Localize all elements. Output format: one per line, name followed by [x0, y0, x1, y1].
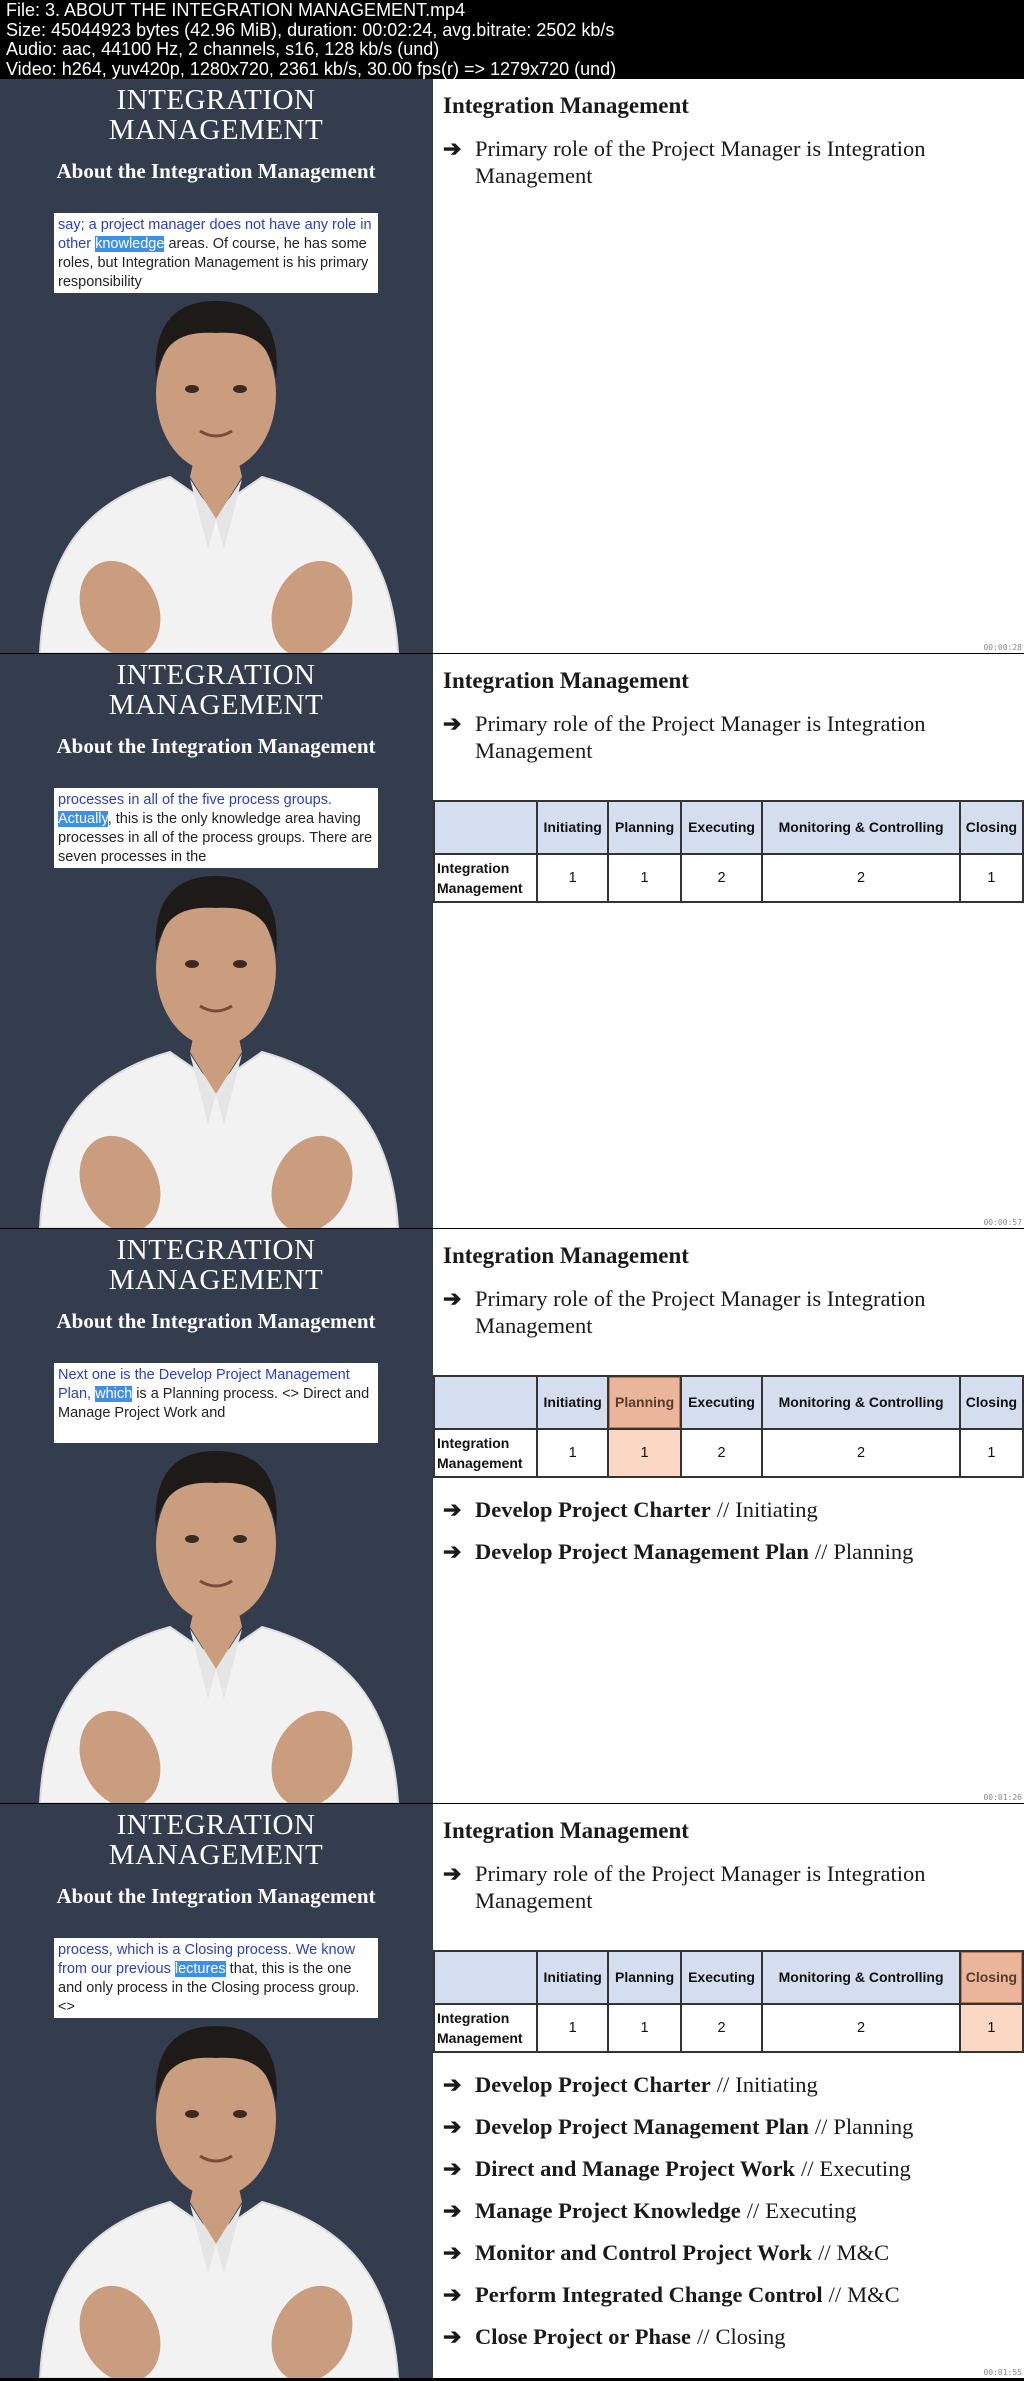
- table-header-cell: [608, 801, 680, 854]
- caption-text-spoken: process, which is a Closing process. We know from our previous: [58, 1942, 356, 1977]
- video-info-header: [0, 0, 1024, 79]
- caption-text-upcoming: that, this is the one and only process in the Closing process group. <>: [58, 1961, 360, 2015]
- caption-text-spoken: say; a project manager does not have any role in other: [58, 217, 372, 252]
- caption-highlight-word: which: [95, 1386, 133, 1402]
- video-frame-3: [0, 1229, 1024, 1803]
- table-header-cell: [960, 801, 1023, 854]
- bullet-text-line: Primary role of the Project Manager is Integration: [475, 136, 926, 161]
- process-group-sep: //: [746, 2198, 760, 2223]
- caption-text-spoken: processes in all of the five process groups.: [58, 792, 333, 808]
- process-item: [443, 2064, 1023, 2106]
- process-group-table: [433, 800, 1024, 903]
- slide-bullet: [443, 135, 1003, 189]
- process-name: Monitor and Control Project Work: [475, 2240, 813, 2265]
- lecture-panel: [0, 79, 432, 653]
- process-group: Executing: [765, 2198, 857, 2223]
- table-cell: 1: [537, 1429, 608, 1477]
- caption-text-upcoming: is a Planning process. <> Direct and Manage Project Work and: [58, 1386, 370, 1421]
- arrow-icon: ➔: [443, 2282, 462, 2307]
- table-header-cell: [681, 1376, 763, 1429]
- process-list: [443, 2064, 1023, 2358]
- table-header-label: Initiating: [543, 1969, 602, 1985]
- bullet-text: [475, 1285, 925, 1339]
- presenter-figure: [40, 301, 398, 653]
- table-row-label: Integration Management: [434, 1429, 537, 1477]
- table-header-cell: [762, 1951, 960, 2004]
- caption-text-upcoming: , this is the only knowledge area having processes in all of the process groups. There are seven processes in the: [58, 811, 373, 865]
- arrow-icon: ➔: [443, 1539, 462, 1564]
- process-name: Manage Project Knowledge: [475, 2198, 741, 2223]
- table-cell: 1: [537, 2004, 608, 2052]
- frame-timestamp: 00:01:26: [983, 1793, 1022, 1802]
- table-corner: [434, 1376, 537, 1429]
- process-group: Executing: [819, 2156, 911, 2181]
- table-cell: 2: [762, 1429, 960, 1477]
- lecture-panel: [0, 1229, 432, 1803]
- slide-title: Integration Management: [443, 668, 689, 693]
- arrow-icon: ➔: [443, 1861, 462, 1886]
- slide-bullet: [443, 1285, 1003, 1339]
- arrow-icon: ➔: [443, 711, 462, 736]
- table-header-cell: [762, 1376, 960, 1429]
- table-header-cell: [762, 801, 960, 854]
- caption-highlight-word: Actually: [58, 811, 108, 827]
- bullet-text: [475, 135, 925, 189]
- slide-panel: [433, 1804, 1024, 2378]
- arrow-icon: ➔: [443, 136, 462, 161]
- process-group-table: [433, 1950, 1024, 2053]
- process-item: [443, 1531, 1023, 1573]
- video-frame-4: [0, 1804, 1024, 2378]
- video-frame-2: [0, 654, 1024, 1228]
- slide-panel: [433, 79, 1024, 653]
- bullet-text-line: Primary role of the Project Manager is Integration: [475, 1286, 926, 1311]
- table-row: [434, 1429, 1023, 1477]
- process-item: [443, 2232, 1023, 2274]
- info-file: File: 3. ABOUT THE INTEGRATION MANAGEMENT.mp4: [6, 0, 466, 20]
- process-group-sep: //: [814, 2114, 828, 2139]
- slide-panel: [433, 654, 1024, 1228]
- process-name: Close Project or Phase: [475, 2324, 691, 2349]
- course-subtitle: About the Integration Management: [56, 1884, 376, 1908]
- process-item: [443, 2316, 1023, 2358]
- course-title-line: MANAGEMENT: [108, 1264, 324, 1296]
- bullet-text-line: Management: [475, 1888, 593, 1913]
- process-group-table: [433, 1375, 1024, 1478]
- caption-highlight-word: lectures: [174, 1961, 226, 1977]
- bullet-text-line: Management: [475, 163, 593, 188]
- slide-title: Integration Management: [443, 1818, 689, 1843]
- process-item: [443, 1489, 1023, 1531]
- arrow-icon: ➔: [443, 2324, 462, 2349]
- lecture-panel: [0, 1804, 432, 2378]
- process-group: Initiating: [735, 1497, 818, 1522]
- process-group-sep: //: [696, 2324, 710, 2349]
- process-group-sep: //: [800, 2156, 814, 2181]
- table-header-label: Monitoring & Controlling: [778, 819, 944, 835]
- presenter-figure: [40, 876, 398, 1228]
- table-cell: 2: [762, 2004, 960, 2052]
- course-title-line: MANAGEMENT: [108, 114, 324, 146]
- arrow-icon: ➔: [443, 1286, 462, 1311]
- bullet-text-line: Primary role of the Project Manager is Integration: [475, 711, 926, 736]
- arrow-icon: ➔: [443, 1497, 462, 1522]
- process-group-sep: //: [716, 2072, 730, 2097]
- table-cell: 1: [960, 854, 1023, 902]
- table-header-row: [434, 1951, 1023, 2004]
- process-group: M&C: [847, 2282, 900, 2307]
- process-name: Develop Project Management Plan: [475, 1539, 809, 1564]
- table-header-label: Planning: [615, 1969, 675, 1985]
- video-frame-1: [0, 79, 1024, 653]
- table-cell: 2: [681, 2004, 763, 2052]
- process-item: [443, 2106, 1023, 2148]
- presenter-figure: [40, 2026, 398, 2378]
- table-header-label: Executing: [688, 1394, 755, 1410]
- table-header-cell: [608, 1376, 680, 1429]
- lecture-panel: [0, 654, 432, 1228]
- table-header-cell: [537, 1376, 608, 1429]
- course-subtitle: About the Integration Management: [56, 1309, 376, 1333]
- table-cell: 1: [608, 1429, 680, 1477]
- table-row: [434, 2004, 1023, 2052]
- course-subtitle: About the Integration Management: [56, 159, 376, 183]
- arrow-icon: ➔: [443, 2156, 462, 2181]
- table-row: [434, 854, 1023, 902]
- course-title-line: INTEGRATION: [116, 1234, 316, 1266]
- process-group: Closing: [715, 2324, 786, 2349]
- process-group-sep: //: [716, 1497, 730, 1522]
- bullet-text-line: Management: [475, 738, 593, 763]
- table-header-label: Closing: [965, 819, 1018, 835]
- process-name: Develop Project Charter: [475, 2072, 711, 2097]
- bullet-text-line: Management: [475, 1313, 593, 1338]
- course-subtitle: About the Integration Management: [56, 734, 376, 758]
- table-header-cell: [681, 801, 763, 854]
- table-cell: 1: [960, 1429, 1023, 1477]
- table-header-label: Closing: [965, 1394, 1018, 1410]
- table-corner: [434, 801, 537, 854]
- table-header-label: Executing: [688, 819, 755, 835]
- process-item: [443, 2190, 1023, 2232]
- process-group: Planning: [833, 1539, 914, 1564]
- course-title-line: MANAGEMENT: [108, 1839, 324, 1871]
- presenter-figure: [40, 1451, 398, 1803]
- table-row-label: Integration Management: [434, 2004, 537, 2052]
- process-name: Direct and Manage Project Work: [475, 2156, 795, 2181]
- bullet-text: [475, 1860, 925, 1914]
- bullet-text: [475, 710, 925, 764]
- slide-title: Integration Management: [443, 1243, 689, 1268]
- process-name: Perform Integrated Change Control: [475, 2282, 823, 2307]
- table-header-label: Planning: [615, 819, 675, 835]
- table-cell: 1: [608, 2004, 680, 2052]
- course-title-line: INTEGRATION: [116, 659, 316, 691]
- process-item: [443, 2274, 1023, 2316]
- caption-text-upcoming: areas. Of course, he has some roles, but Integration Management is his primary responsibility: [58, 236, 369, 290]
- table-cell: 2: [681, 854, 763, 902]
- frame-timestamp: 00:01:55: [983, 2368, 1022, 2377]
- course-title-line: INTEGRATION: [116, 1809, 316, 1841]
- arrow-icon: ➔: [443, 2072, 462, 2097]
- process-group-sep: //: [828, 2282, 842, 2307]
- table-header-label: Closing: [965, 1969, 1018, 1985]
- table-header-cell: [681, 1951, 763, 2004]
- info-audio: Audio: aac, 44100 Hz, 2 channels, s16, 128 kb/s (und): [6, 39, 440, 59]
- bullet-text-line: Primary role of the Project Manager is Integration: [475, 1861, 926, 1886]
- table-header-row: [434, 1376, 1023, 1429]
- table-header-label: Planning: [615, 1394, 675, 1410]
- table-header-label: Monitoring & Controlling: [778, 1969, 944, 1985]
- table-header-label: Executing: [688, 1969, 755, 1985]
- presenter-video: [0, 1804, 432, 2378]
- caption-text-spoken: Next one is the Develop Project Management Plan,: [58, 1367, 350, 1402]
- info-size: Size: 45044923 bytes (42.96 MiB), duration: 00:02:24, avg.bitrate: 2502 kb/s: [6, 19, 615, 40]
- info-video: Video: h264, yuv420p, 1280x720, 2361 kb/s, 30.00 fps(r) => 1279x720 (und): [6, 58, 617, 79]
- arrow-icon: ➔: [443, 2240, 462, 2265]
- table-row-label: Integration Management: [434, 854, 537, 902]
- table-cell: 2: [762, 854, 960, 902]
- process-group-sep: //: [814, 1539, 828, 1564]
- table-cell: 2: [681, 1429, 763, 1477]
- slide-title: Integration Management: [443, 93, 689, 118]
- slide-panel: [433, 1229, 1024, 1803]
- table-corner: [434, 1951, 537, 2004]
- presenter-video: [0, 1229, 432, 1803]
- slide-bullet: [443, 1860, 1003, 1914]
- table-header-cell: [537, 1951, 608, 2004]
- process-name: Develop Project Charter: [475, 1497, 711, 1522]
- table-header-label: Initiating: [543, 1394, 602, 1410]
- caption-highlight-word: knowledge: [95, 236, 165, 252]
- process-group: M&C: [836, 2240, 890, 2265]
- arrow-icon: ➔: [443, 2198, 462, 2223]
- table-cell: 1: [537, 854, 608, 902]
- frame-timestamp: 00:00:28: [983, 643, 1022, 652]
- process-group-sep: //: [818, 2240, 831, 2265]
- table-header-cell: [960, 1951, 1023, 2004]
- table-cell: 1: [960, 2004, 1023, 2052]
- table-header-cell: [537, 801, 608, 854]
- table-header-label: Monitoring & Controlling: [778, 1394, 944, 1410]
- table-header-label: Initiating: [543, 819, 602, 835]
- table-header-cell: [960, 1376, 1023, 1429]
- table-header-cell: [608, 1951, 680, 2004]
- course-title-line: INTEGRATION: [116, 84, 316, 116]
- process-group: Initiating: [735, 2072, 818, 2097]
- process-item: [443, 2148, 1023, 2190]
- table-header-row: [434, 801, 1023, 854]
- course-title-line: MANAGEMENT: [108, 689, 324, 721]
- slide-bullet: [443, 710, 1003, 764]
- table-cell: 1: [608, 854, 680, 902]
- presenter-video: [0, 654, 432, 1228]
- process-name: Develop Project Management Plan: [475, 2114, 809, 2139]
- arrow-icon: ➔: [443, 2114, 462, 2139]
- presenter-video: [0, 79, 432, 653]
- frame-timestamp: 00:00:57: [983, 1218, 1022, 1227]
- process-group: Planning: [833, 2114, 914, 2139]
- process-list: [443, 1489, 1023, 1573]
